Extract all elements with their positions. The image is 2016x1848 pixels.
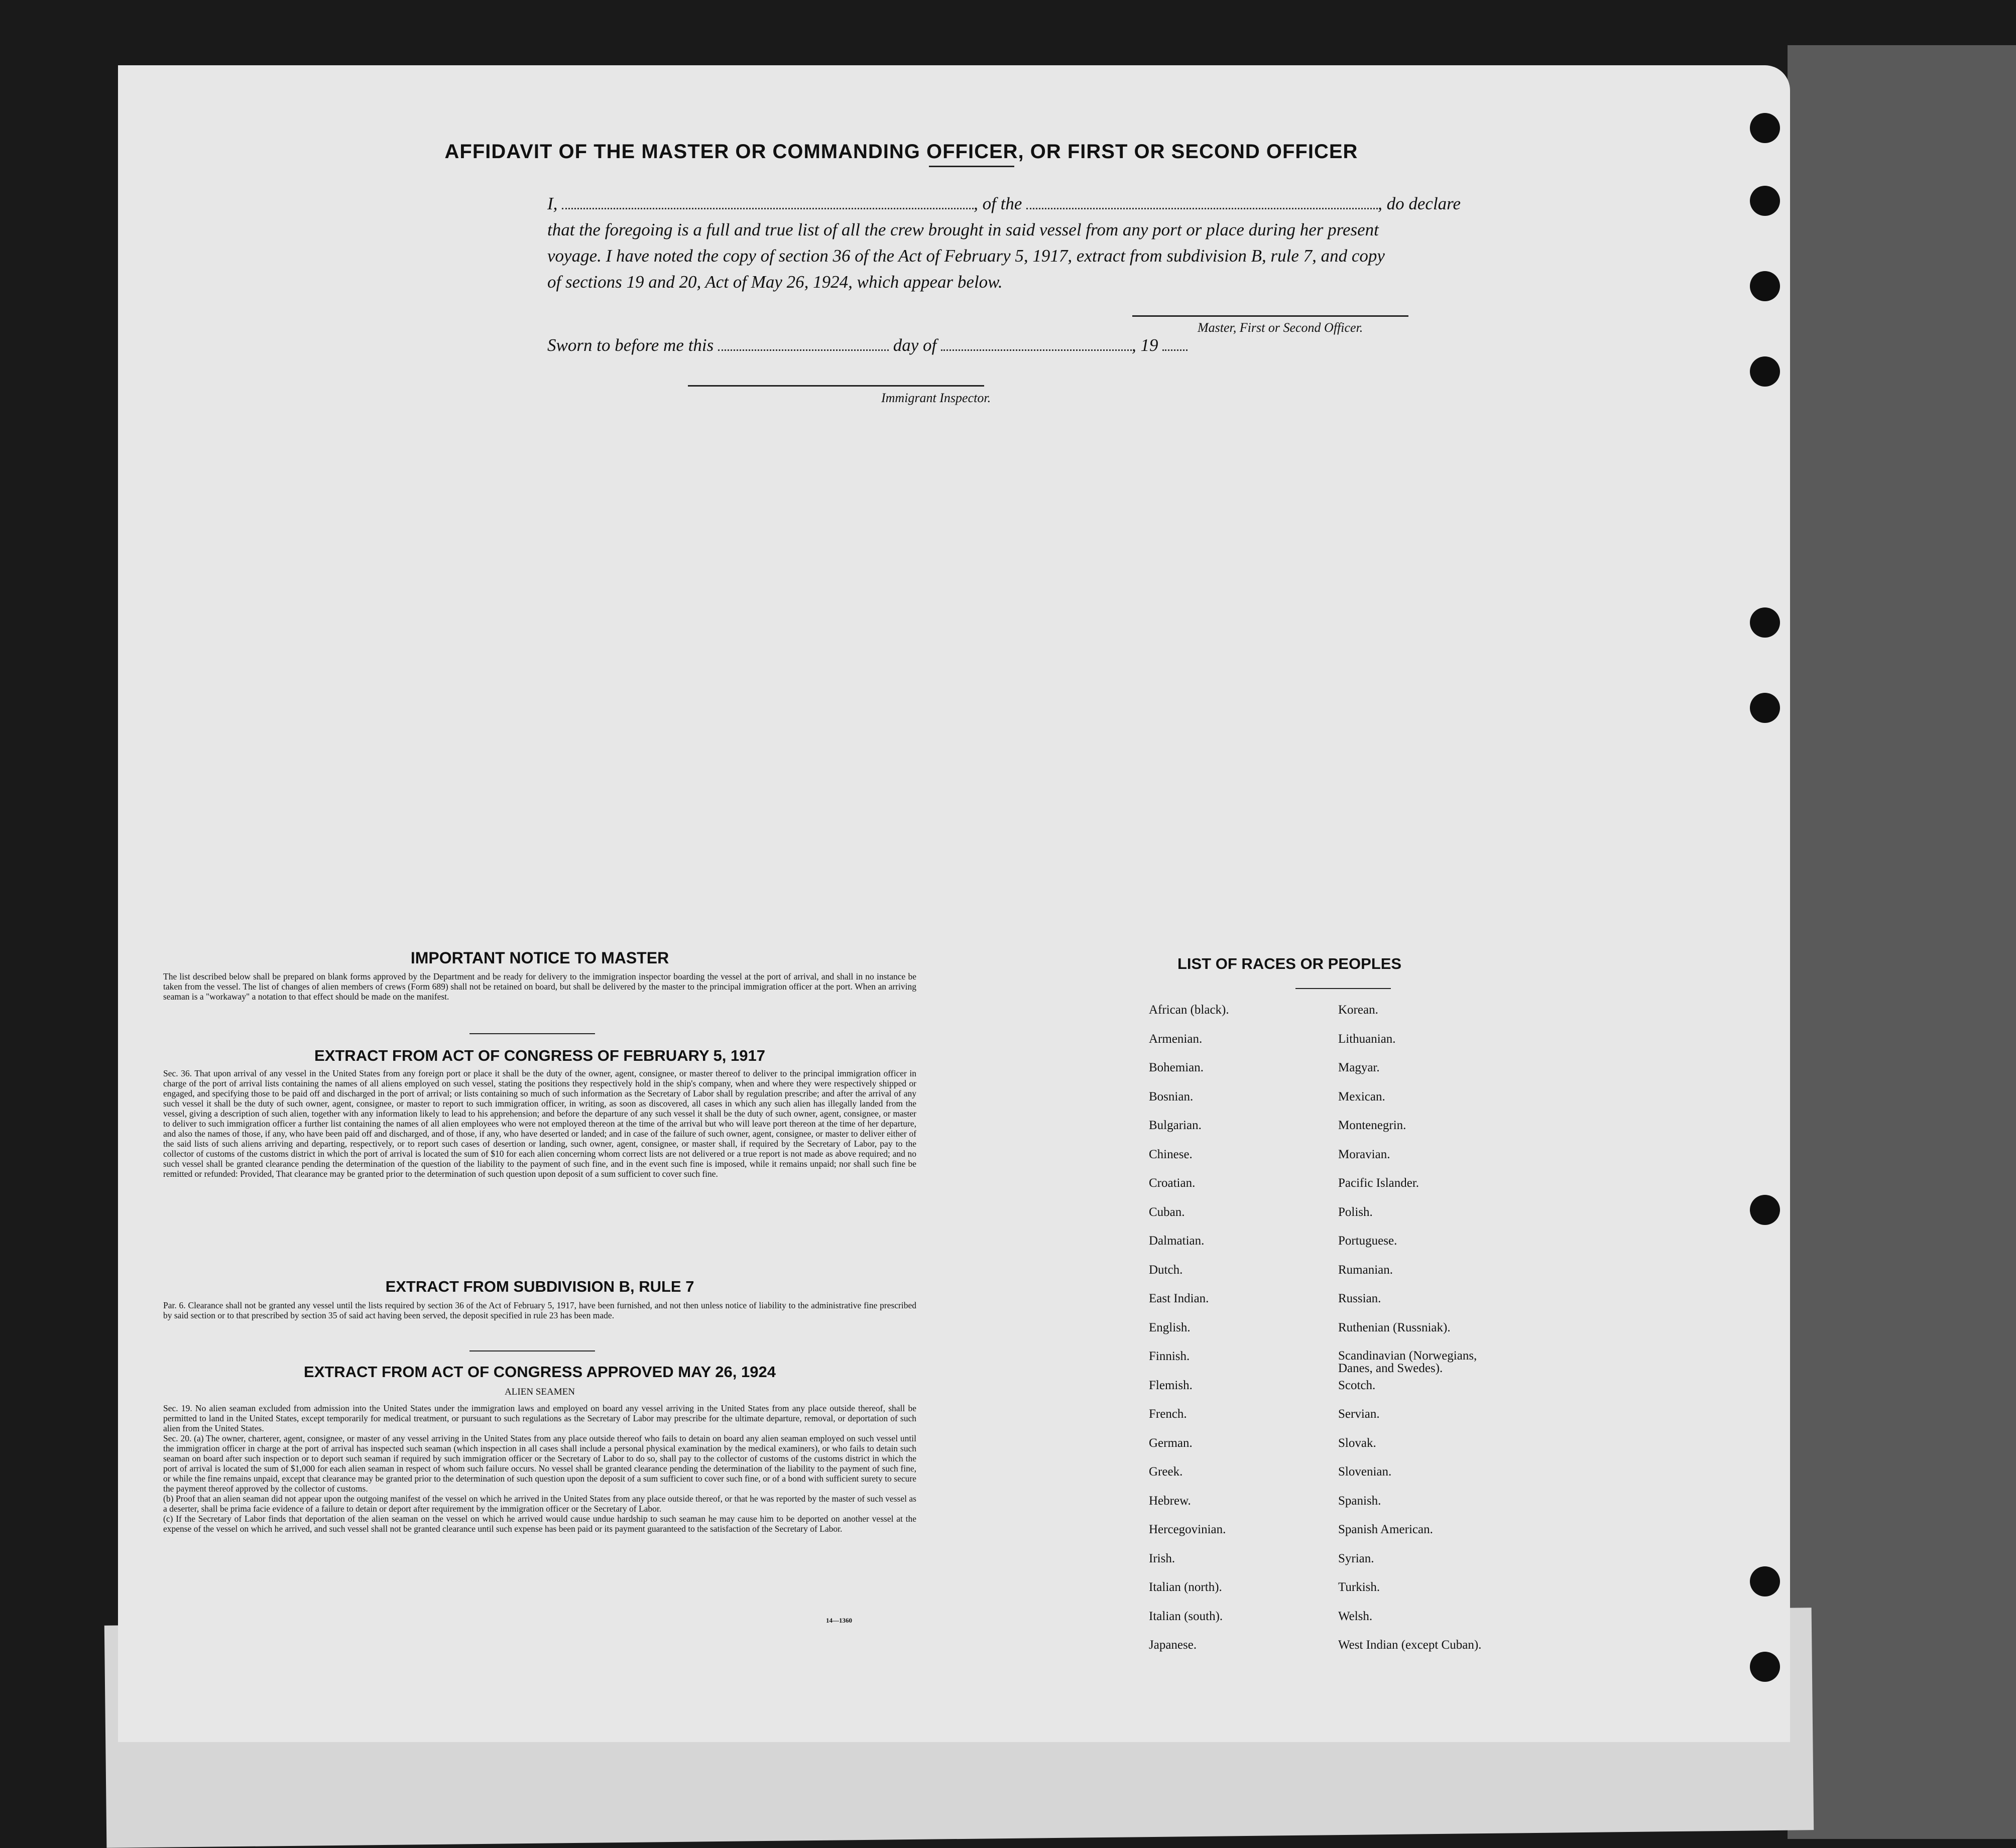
sworn-year-field[interactable] — [1162, 349, 1188, 351]
race-item: Bohemian. — [1149, 1061, 1204, 1074]
race-item: Croatian. — [1149, 1176, 1196, 1190]
race-item: Turkish. — [1338, 1580, 1380, 1594]
punch-hole — [1750, 693, 1780, 723]
races-title: LIST OF RACES OR PEOPLES — [1177, 955, 1402, 972]
race-item: Slovak. — [1338, 1436, 1376, 1450]
races-left-column — [1149, 1003, 1229, 1667]
race-item: Italian (north). — [1149, 1580, 1222, 1594]
race-item: Scandinavian (Norwegians, Danes, and Swedes). — [1338, 1349, 1477, 1375]
sec-20c: (c) If the Secretary of Labor finds that deportation of the alien seaman on the vessel on which he arrived would cause undue hardship to such seaman he may cause him to be deported on another vessel at the expense of the vessel on which he arrived, and such vessel shall not be granted clearance until such expense has been paid or its payment guaranteed to the satisfaction of the Secretary of Labor. — [163, 1514, 916, 1534]
race-item: Ruthenian (Russniak). — [1338, 1320, 1451, 1334]
vessel-field[interactable] — [1026, 208, 1378, 209]
race-item: Dalmatian. — [1149, 1234, 1205, 1248]
extract-rule7-title: EXTRACT FROM SUBDIVISION B, RULE 7 — [385, 1278, 694, 1295]
race-item: German. — [1149, 1436, 1193, 1450]
race-item: Scotch. — [1338, 1378, 1376, 1392]
race-item: Portuguese. — [1338, 1234, 1397, 1248]
race-item: Italian (south). — [1149, 1609, 1223, 1623]
race-item: Slovenian. — [1338, 1465, 1392, 1479]
races-rule — [1295, 988, 1391, 989]
race-item: Moravian. — [1338, 1147, 1390, 1161]
extract-1924-title: EXTRACT FROM ACT OF CONGRESS APPROVED MAY 26, 1924 — [304, 1363, 776, 1381]
affidavit-title: AFFIDAVIT OF THE MASTER OR COMMANDING OFFICER, OR FIRST OR SECOND OFFICER — [444, 141, 1358, 163]
rule7-rule — [469, 1350, 595, 1351]
race-item: Hebrew. — [1149, 1494, 1191, 1508]
punch-hole — [1750, 356, 1780, 387]
race-item: Armenian. — [1149, 1032, 1203, 1046]
inspector-label: Immigrant Inspector. — [881, 391, 991, 405]
race-item: Japanese. — [1149, 1638, 1197, 1652]
race-item: Servian. — [1338, 1407, 1380, 1421]
year-label: , 19 — [1131, 335, 1158, 355]
name-field[interactable] — [562, 208, 974, 209]
alien-seamen-subtitle: ALIEN SEAMEN — [505, 1387, 575, 1397]
background-shadow — [1788, 45, 2016, 1839]
race-item: Pacific Islander. — [1338, 1176, 1419, 1190]
sworn-line — [547, 332, 1351, 358]
affidavit-page — [118, 65, 1790, 1742]
race-item: Spanish. — [1338, 1494, 1381, 1508]
bleed-row — [369, 417, 1825, 452]
punch-hole — [1750, 607, 1780, 638]
race-item: Korean. — [1338, 1003, 1378, 1017]
race-item: Flemish. — [1149, 1378, 1193, 1392]
race-item: Montenegrin. — [1338, 1119, 1406, 1132]
race-item: Welsh. — [1338, 1609, 1373, 1623]
notice-rule — [469, 1033, 595, 1034]
extract-rule7-body: Par. 6. Clearance shall not be granted any vessel until the lists required by section 36 of the Act of February 5, 1917, have been furnished, and not then unless notice of liability to the administrative fine prescribed by said section or to that prescribed by section 35 of said act having been served, the deposit specified in rule 23 has been made. — [163, 1300, 916, 1320]
title-rule — [929, 166, 1014, 167]
race-item: Lithuanian. — [1338, 1032, 1396, 1046]
race-item: West Indian (except Cuban). — [1338, 1638, 1482, 1652]
affidavit-line-1 — [547, 191, 1582, 217]
affidavit-line-3: voyage. I have noted the copy of section 36 of the Act of February 5, 1917, extract from subdivision B, rule 7, and copy — [547, 246, 1385, 266]
race-item: Dutch. — [1149, 1263, 1183, 1277]
master-signature-line[interactable] — [1132, 315, 1408, 317]
race-item: Syrian. — [1338, 1551, 1374, 1565]
punch-hole — [1750, 186, 1780, 216]
race-item: Mexican. — [1338, 1089, 1385, 1103]
race-item: African (black). — [1149, 1003, 1229, 1017]
race-item: East Indian. — [1149, 1292, 1209, 1305]
sec-19: Sec. 19. No alien seaman excluded from admission into the United States under the immigration laws and employed on board any vessel arriving in the United States from any place outside thereof, shall be permitted to land in the United States, except temporarily for medical treatment, or pursuant to such regulations as the Secretary of Labor may prescribe for the ultimate departure, removal, or deportation of such alien from the United States. — [163, 1403, 916, 1433]
day-of-label: day of — [893, 335, 937, 355]
race-item: English. — [1149, 1320, 1191, 1334]
sec-20b: (b) Proof that an alien seaman did not appear upon the outgoing manifest of the vessel on which he arrived in the United States from any place outside thereof, or that he was reported by the master of such vessel as a deserter, shall be prima facie evidence of a failure to detain or deport after requirement by the immigration officer or the Secretary of Labor. — [163, 1494, 916, 1514]
race-item: Bosnian. — [1149, 1089, 1194, 1103]
do-declare-label: , do declare — [1378, 194, 1461, 213]
race-item: Finnish. — [1149, 1349, 1190, 1363]
extract-1924-body — [163, 1403, 916, 1534]
sworn-label: Sworn to before me this — [547, 335, 714, 355]
extract-1917-title: EXTRACT FROM ACT OF CONGRESS OF FEBRUARY 5, 1917 — [314, 1047, 765, 1064]
race-item: Cuban. — [1149, 1205, 1185, 1219]
race-item: Irish. — [1149, 1551, 1175, 1565]
race-item: Russian. — [1338, 1292, 1381, 1305]
race-item: Chinese. — [1149, 1147, 1193, 1161]
race-item: Hercegovinian. — [1149, 1523, 1226, 1536]
punch-hole — [1750, 1652, 1780, 1682]
punch-hole — [1750, 1566, 1780, 1596]
races-right-column — [1338, 1003, 1609, 1667]
race-item: French. — [1149, 1407, 1187, 1421]
punch-hole — [1750, 113, 1780, 143]
extract-1917-body: Sec. 36. That upon arrival of any vessel in the United States from any foreign port or place it shall be the duty of the owner, agent, consignee, or master thereof to deliver to the principal immigration officer in charge of the port of arrival lists containing the names of all aliens employed on such vessel, stating the positions they respectively hold in the ship's company, when and where they were respectively shipped or engaged, and specifying those to be paid off and discharged in the port of arrival; or lists containing so much of such information as the Secretary of Labor shall by regulation prescribe; and after the arrival of any such vessel it shall be the duty of such owner, agent, consignee, or master to report to such immigration officer, in writing, as soon as discovered, all cases in which any such alien has illegally landed from the vessel, giving a description of such alien, together with any information likely to lead to his apprehension; and before the departure of any such vessel it shall be the duty of such owner, agent, consignee, or master to deliver to such immigration officer a further list containing the names of all alien employees who were not employed thereon at the time of the arrival but who will leave port thereon at the time of her departure, and also the names of those, if any, who have been paid off and discharged, and of those, if any, who have deserted or landed; and in case of the failure of such owner, agent, consignee, or master to deliver either of the said lists of such aliens arriving and departing, respectively, or to report such cases of desertion or landing, such owner, agent, consignee, or master shall, if required by the Secretary of Labor, pay to the collector of customs of the customs district in which the port of arrival is located the sum of $10 for each alien concerning whom correct lists are not delivered or a true report is not made as above required; and no such vessel shall be granted clearance pending the determination of the question of the liability to the payment of such fine, and in the event such fine is imposed, while it remains unpaid; nor shall such fine be remitted or refunded: Provided, That clearance may be granted prior to the determination of such question upon deposit of a sum sufficient to cover such fine. — [163, 1068, 916, 1179]
sworn-day-field[interactable] — [718, 349, 889, 351]
race-item: Bulgarian. — [1149, 1119, 1202, 1132]
punch-hole — [1750, 1195, 1780, 1225]
notice-body: The list described below shall be prepared on blank forms approved by the Department and be ready for delivery to the immigration inspector boarding the vessel at the port of arrival, and shall in no instance be taken from the vessel. The list of changes of alien members of crews (Form 689) shall not be retained on board, but shall be delivered by the master to the principal immigration officer at the port. When an arriving seaman is a "workaway" a notation to that effect should be made on the manifest. — [163, 971, 916, 1002]
form-number: 14—1360 — [826, 1617, 852, 1624]
master-label: Master, First or Second Officer. — [1198, 320, 1363, 335]
sworn-month-field[interactable] — [941, 349, 1132, 351]
race-item: Rumanian. — [1338, 1263, 1393, 1277]
of-the-label: , of the — [974, 194, 1022, 213]
race-item: Greek. — [1149, 1465, 1183, 1479]
sec-20a: Sec. 20. (a) The owner, charterer, agent, consignee, or master of any vessel arriving in the United States from any place outside thereof who fails to detain on board any alien seaman employed on such vessel until the immigration officer in charge at the port of arrival has inspected such seaman (which inspection in all cases shall include a personal physical examination by the medical examiners), or who fails to detain such seaman on board after such inspection or to deport such seaman if required by such immigration officer or the Secretary of Labor to do so, shall pay to the collector of customs of the customs district in which the port of arrival is located the sum of $1,000 for each alien seaman in respect of whom such failure occurs. No vessel shall be granted clearance pending the determination of the liability to the payment of such fine, or while the fine remains unpaid, except that clearance may be granted prior to the determination of such question upon the deposit of a sum sufficient to cover such fine, or of a bond with sufficient surety to secure the payment thereof approved by the collector of customs. — [163, 1433, 916, 1494]
affidavit-line-4: of sections 19 and 20, Act of May 26, 1924, which appear below. — [547, 272, 1003, 292]
race-item: Spanish American. — [1338, 1523, 1433, 1536]
punch-hole — [1750, 271, 1780, 301]
affidavit-line-2: that the foregoing is a full and true list of all the crew brought in said vessel from any port or place during her present — [547, 220, 1379, 239]
affidavit-text — [547, 191, 1582, 295]
race-item: Magyar. — [1338, 1061, 1380, 1074]
inspector-signature-line[interactable] — [688, 385, 984, 387]
race-item: Polish. — [1338, 1205, 1373, 1219]
notice-title: IMPORTANT NOTICE TO MASTER — [410, 949, 669, 967]
affidavit-i: I, — [547, 194, 558, 213]
